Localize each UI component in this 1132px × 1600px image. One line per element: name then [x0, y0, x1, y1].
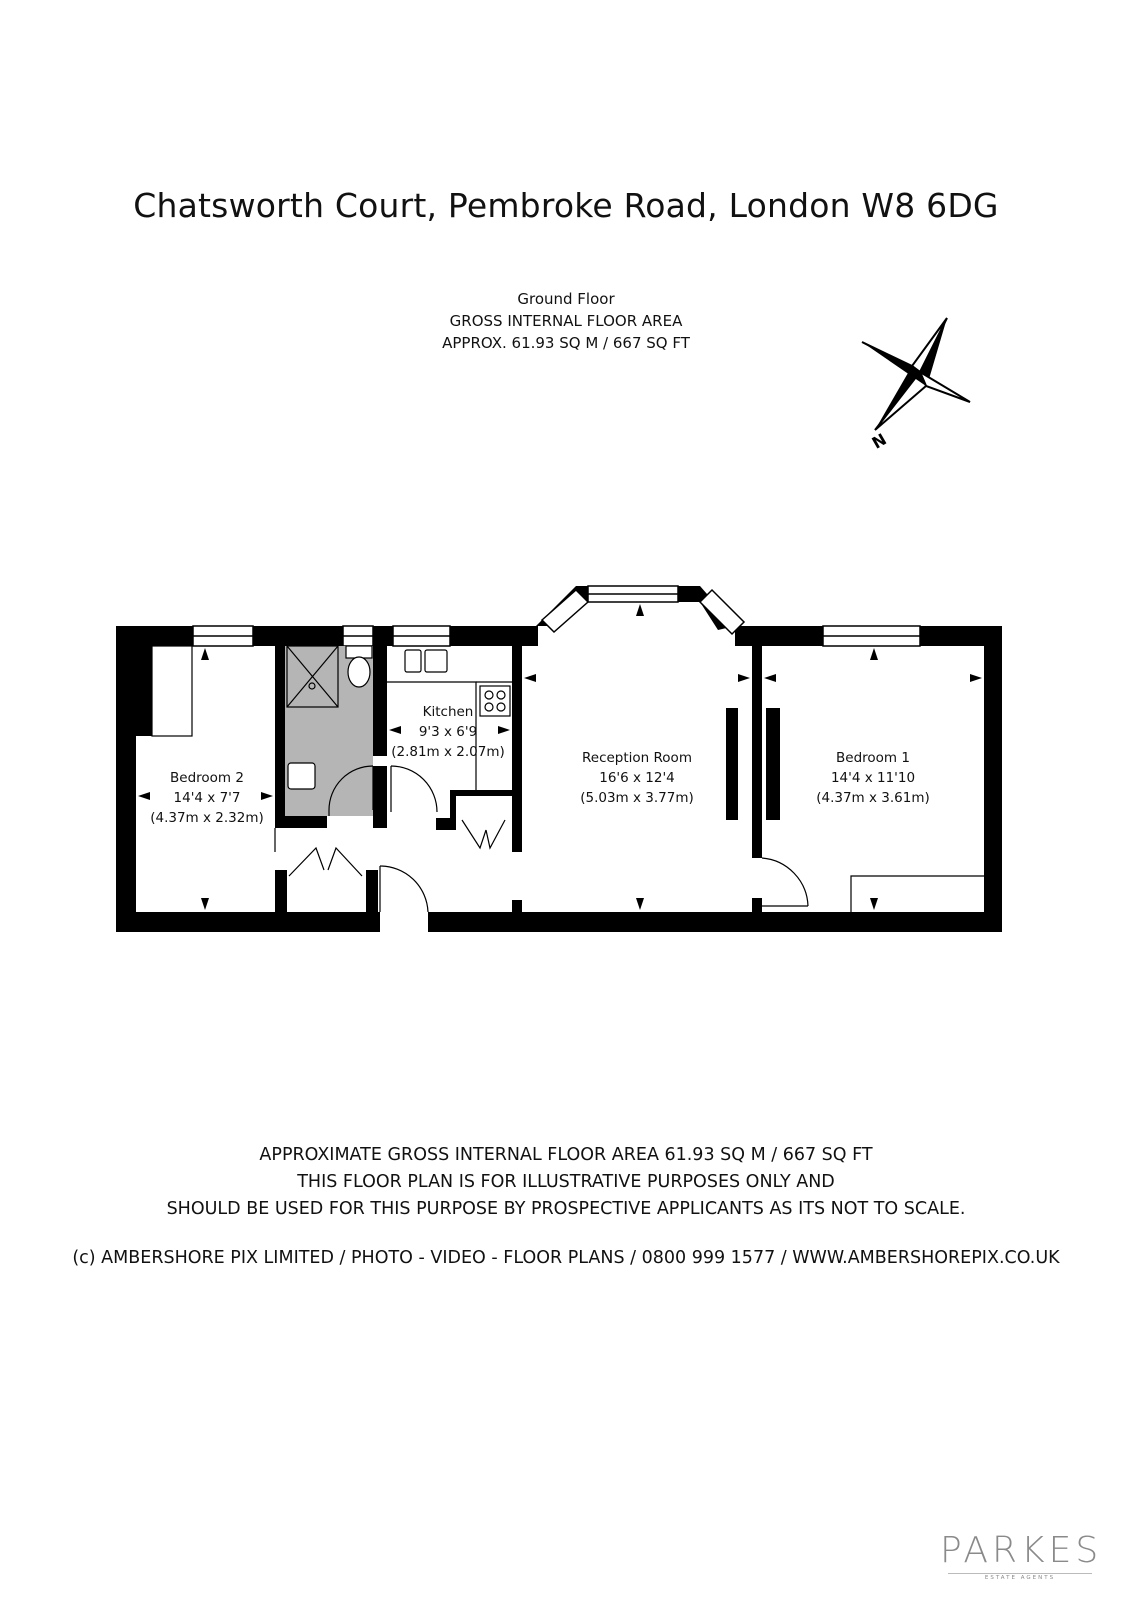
- floor-name: Ground Floor: [517, 290, 615, 308]
- kitchen-name: Kitchen: [422, 704, 474, 720]
- bedroom1-name: Bedroom 1: [836, 750, 910, 766]
- disclaimer-line-2: THIS FLOOR PLAN IS FOR ILLUSTRATIVE PURPOSES ONLY AND: [297, 1172, 835, 1192]
- brand-subtitle: ESTATE AGENTS: [948, 1573, 1092, 1581]
- disclaimer-line-3: SHOULD BE USED FOR THIS PURPOSE BY PROSPECTIVE APPLICANTS AS ITS NOT TO SCALE.: [166, 1199, 966, 1219]
- disclaimer-line-1: APPROXIMATE GROSS INTERNAL FLOOR AREA 61.93 SQ M / 667 SQ FT: [259, 1145, 873, 1165]
- entrance-door: [380, 866, 428, 912]
- bedroom1-metric: (4.37m x 3.61m): [816, 790, 930, 806]
- disclaimer: [0, 1142, 1132, 1223]
- cupboard-doors: [289, 820, 505, 876]
- reception-imperial: 16'6 x 12'4: [599, 770, 675, 786]
- kitchen-imperial: 9'3 x 6'9: [418, 724, 478, 740]
- reception-name: Reception Room: [582, 750, 692, 766]
- bedroom2-imperial: 14'4 x 7'7: [173, 790, 241, 806]
- brand-name: PARKES: [940, 1530, 1103, 1571]
- copyright-credit: (c) AMBERSHORE PIX LIMITED / PHOTO - VIDEO - FLOOR PLANS / 0800 999 1577 / WWW.AMBERSHOREPIX.CO.UK: [72, 1248, 1060, 1268]
- area-heading: GROSS INTERNAL FLOOR AREA: [449, 312, 683, 330]
- kitchen-metric: (2.81m x 2.07m): [391, 744, 505, 760]
- bedroom2-metric: (4.37m x 2.32m): [150, 810, 264, 826]
- bedroom1-imperial: 14'4 x 11'10: [830, 770, 916, 786]
- compass-rose-icon: [862, 318, 970, 430]
- compass-north-label: N: [868, 429, 890, 453]
- brand-logo: [940, 1530, 1103, 1581]
- bedroom2-name: Bedroom 2: [170, 770, 244, 786]
- page-title: Chatsworth Court, Pembroke Road, London W8 6DG: [133, 186, 999, 225]
- reception-metric: (5.03m x 3.77m): [580, 790, 694, 806]
- area-value: APPROX. 61.93 SQ M / 667 SQ FT: [442, 334, 690, 352]
